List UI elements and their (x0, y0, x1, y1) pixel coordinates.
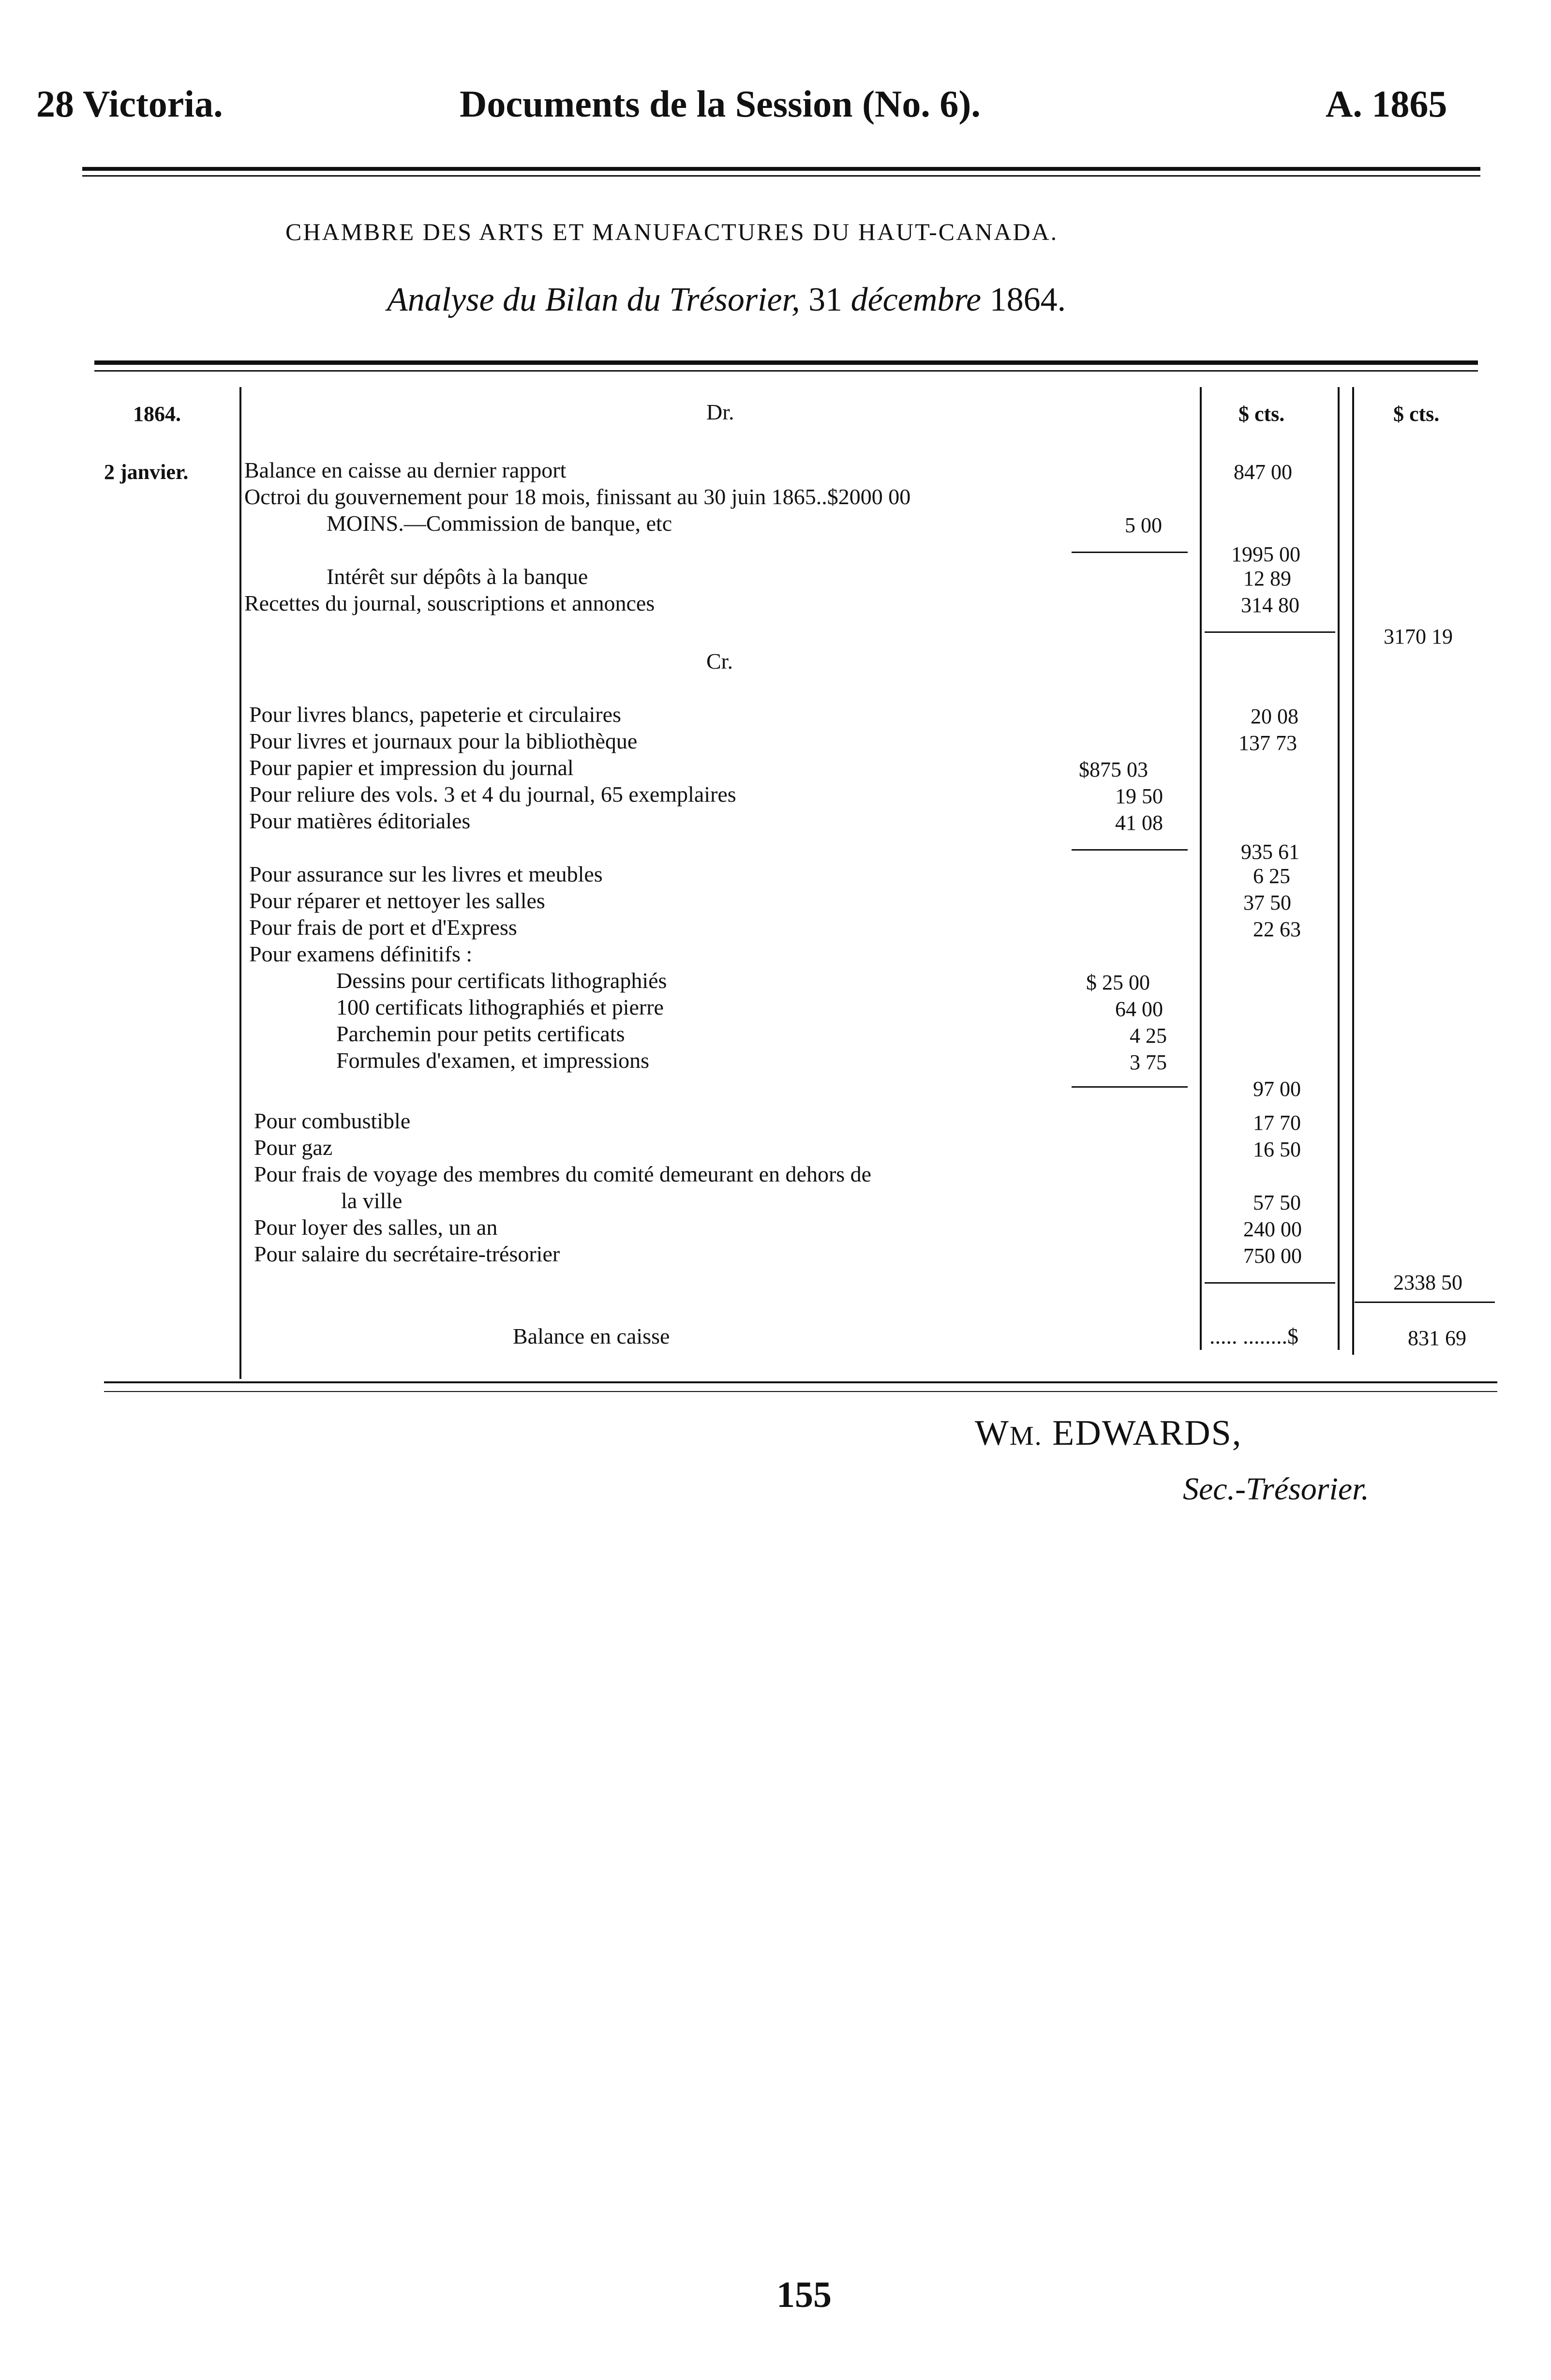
header-center: Documents de la Session (No. 6). (460, 83, 981, 125)
credit-label-8: Pour frais de port et d'Express (249, 915, 517, 940)
debit-label-4: Intérêt sur dépôts à la banque (327, 564, 588, 589)
credit-label-17: Pour frais de voyage des membres du comité demeurant en dehors de (254, 1162, 872, 1186)
credit-label-13: Formules d'examen, et impressions (336, 1048, 650, 1073)
credit-sub-2: $875 03 (1079, 758, 1148, 781)
col-header-total: $ cts. (1393, 402, 1440, 426)
subtitle-italic: Analyse du Bilan du Trésorier, (387, 281, 800, 318)
debit-label-0: Balance en caisse au dernier rapport (244, 458, 567, 482)
credit-amount-8: 22 63 (1253, 917, 1301, 941)
debit-amount-5: 314 80 (1241, 593, 1299, 617)
debit-sub-2: 5 00 (1125, 513, 1162, 537)
dt-header: Dr. (706, 400, 734, 424)
col-divider-cents-2 (1338, 387, 1340, 1350)
credit-amount-5: 935 61 (1241, 840, 1299, 864)
header-right: A. 1865 (1326, 83, 1447, 125)
signature-rest: EDWARDS, (1052, 1413, 1242, 1453)
header-rule-thin (82, 175, 1480, 177)
cr-header: Cr. (706, 649, 733, 674)
credit-amount-14: 97 00 (1253, 1077, 1301, 1101)
credit-total-underline (1355, 1302, 1495, 1303)
balance-dots: ..... ........$ (1209, 1324, 1298, 1348)
debit-amount-3: 1995 00 (1231, 542, 1300, 566)
credit-label-10: Dessins pour certificats lithographiés (336, 968, 667, 993)
debit-amount-0: 847 00 (1234, 460, 1292, 484)
credit-label-11: 100 certificats lithographiés et pierre (336, 995, 664, 1019)
credit-amount-1: 137 73 (1238, 731, 1297, 755)
credit-label-9: Pour examens définitifs : (249, 942, 473, 966)
debit-label-2: MOINS.—Commission de banque, etc (327, 511, 672, 536)
date-entry: 2 janvier. (104, 460, 189, 484)
credit-amount-20: 750 00 (1243, 1244, 1302, 1268)
signature-small: M. (1009, 1421, 1043, 1451)
document-subtitle (387, 281, 1066, 319)
signature-name (975, 1413, 1242, 1454)
credit-label-20: Pour salaire du secrétaire-trésorier (254, 1242, 560, 1266)
table-rule-thin (94, 370, 1478, 372)
credit-amount-7: 37 50 (1243, 891, 1291, 914)
credit-label-4: Pour matières éditoriales (249, 808, 471, 833)
credit-sub-13: 3 75 (1130, 1050, 1167, 1074)
credit-amount-19: 240 00 (1243, 1217, 1302, 1241)
credit-label-18: la ville (341, 1188, 403, 1213)
balance-label: Balance en caisse (513, 1324, 670, 1348)
col-divider-date (239, 387, 241, 1379)
signature-prefix: W (975, 1413, 1010, 1453)
credit-label-3: Pour reliure des vols. 3 et 4 du journal, 65 exemplaires (249, 782, 736, 807)
credit-label-6: Pour assurance sur les livres et meubles (249, 862, 603, 886)
credit-sub-12: 4 25 (1130, 1024, 1167, 1048)
debit-total-rule (1205, 631, 1335, 633)
table-rule-thick (94, 360, 1478, 365)
credit-label-7: Pour réparer et nettoyer les salles (249, 888, 545, 913)
subtitle-italic2: décembre (850, 281, 982, 318)
debit-subtotal-rule (1072, 552, 1188, 553)
year-header: 1864. (133, 402, 181, 426)
credit-label-2: Pour papier et impression du journal (249, 755, 574, 780)
credit-total: 2338 50 (1393, 1271, 1462, 1294)
credit-label-1: Pour livres et journaux pour la bibliothèque (249, 729, 638, 753)
balance-amount: 831 69 (1408, 1326, 1466, 1350)
credit-label-15: Pour combustible (254, 1108, 411, 1133)
header-left: 28 Victoria. (36, 83, 223, 125)
credit-subtotal-rule-1 (1072, 849, 1188, 851)
header-rule-thick (82, 167, 1480, 171)
debit-amount-4: 12 89 (1243, 567, 1291, 590)
credit-sub-11: 64 00 (1115, 997, 1163, 1021)
signature-role: Sec.-Trésorier. (1183, 1471, 1369, 1507)
credit-sub-3: 19 50 (1115, 784, 1163, 808)
credit-subtotal-rule-2 (1072, 1086, 1188, 1088)
org-title: CHAMBRE DES ARTS ET MANUFACTURES DU HAUT-CANADA. (285, 218, 1059, 245)
debit-label-1: Octroi du gouvernement pour 18 mois, finissant au 30 juin 1865..$2000 00 (244, 484, 911, 509)
credit-amount-18: 57 50 (1253, 1191, 1301, 1214)
credit-total-rule (1205, 1282, 1335, 1284)
credit-amount-15: 17 70 (1253, 1111, 1301, 1135)
debit-total: 3170 19 (1384, 625, 1453, 648)
credit-sub-4: 41 08 (1115, 811, 1163, 835)
col-header-dollars: $ cts. (1238, 402, 1285, 426)
debit-label-5: Recettes du journal, souscriptions et annonces (244, 591, 655, 615)
credit-amount-6: 6 25 (1253, 864, 1290, 888)
subtitle-num: 31 (808, 281, 843, 318)
credit-label-12: Parchemin pour petits certificats (336, 1021, 625, 1046)
col-divider-total (1352, 387, 1354, 1355)
credit-amount-16: 16 50 (1253, 1138, 1301, 1161)
credit-label-0: Pour livres blancs, papeterie et circulaires (249, 702, 621, 727)
credit-sub-10: $ 25 00 (1086, 971, 1150, 994)
credit-label-16: Pour gaz (254, 1135, 333, 1160)
page-number: 155 (776, 2275, 832, 2315)
credit-amount-0: 20 08 (1251, 704, 1298, 728)
subtitle-year: 1864. (989, 281, 1066, 318)
table-bottom-rule-thin (104, 1391, 1497, 1392)
table-bottom-rule (104, 1381, 1497, 1383)
col-divider-cents (1200, 387, 1202, 1350)
credit-label-19: Pour loyer des salles, un an (254, 1215, 498, 1240)
